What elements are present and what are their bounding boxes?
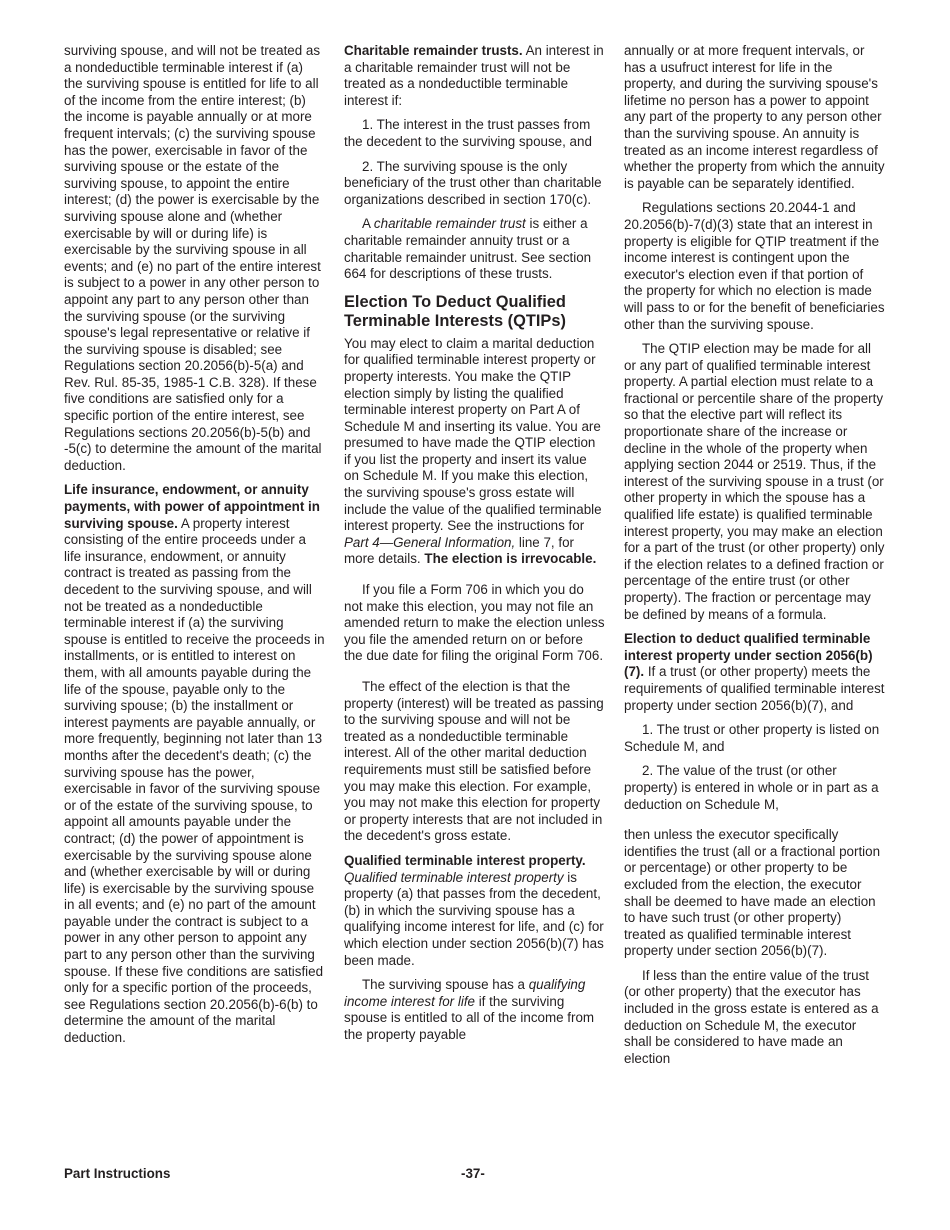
run-in-heading: Qualified terminable interest property. (344, 852, 586, 868)
paragraph: Regulations sections 20.2044-1 and 20.2056(b)-7(d)(3) state that an interest in property is eligible for QTIP treatment if the income interest is contingent upon the executor's election even if that portion of the property for which no election is made will pass to or for the benefit of beneficiaries other than the surviving spouse. (624, 200, 885, 332)
list-item: 1. The interest in the trust passes from the decedent to the surviving spouse, and (344, 117, 592, 149)
column-left (64, 43, 325, 1055)
paragraph (624, 631, 885, 714)
paragraph-text: You may elect to claim a marital deduction for qualified terminable interest property or property interests. You make the QTIP election simply by listing the qualified terminable interest property on Part A of Schedule M and inserting its value. You are presumed to have made the QTIP election if you list the property and insert its value on Schedule M. If you make this election, the surviving spouse's gross estate will include the value of the qualified terminable interest property. See the instructions for (344, 335, 602, 534)
paragraph: annually or at more frequent intervals, or has a usufruct interest for life in the property, and during the surviving spouse's lifetime no person has a power to appoint any part of the property to any person other than the surviving spouse. An annuity is treated as an income interest regardless of whether the property from which the annuity is payable can be separately identified. (624, 43, 885, 191)
page-number: -37- (461, 1166, 485, 1181)
paragraph: The effect of the election is that the property (interest) will be treated as passing to the surviving spouse and will not be treated as a nondeductible terminable interest. All of the other marital deduction requirements must still be satisfied before you may make this election. For example, you may not make this election for property or property interests that are not included in the decedent's gross estate. (344, 679, 604, 844)
run-in-heading: Election to deduct qualified terminable interest property under section 2056(b)(7). (624, 631, 873, 680)
paragraph (344, 216, 605, 282)
paragraph (344, 853, 605, 969)
paragraph: surviving spouse, and will not be treated as a nondeductible terminable interest if (a) the surviving spouse is entitled for life to all of the income from the entire interest; (b) the income is payable annually or at more frequent intervals; (c) the surviving spouse has the power, exercisable in favor of the surviving spouse or the estate of the surviving spouse, to appoint the entire interest; (d) the power is exercisable by the surviving spouse alone and (whether exercisable by will or during life) is exercisable by the surviving spouse in all events; and (e) no part of the entire interest is subject to a power in any other person to appoint any part to any person other than the surviving spouse (or the surviving spouse's legal representative or relative if the surviving spouse is disabled; see Regulations section 20.2056(b)-5(a) and Rev. Rul. 85-35, 1985-1 C.B. 328). If these five conditions are satisfied only for a specific portion of the entire interest, see Regulations sections 20.2056(b)-5(b) and -5(c) to determine the amount of the marital deduction. (64, 43, 322, 473)
cross-reference: Part 4—General Information, (344, 534, 516, 550)
run-in-heading: Life insurance, endowment, or annuity payments, with power of appointment in surviving spouse. (64, 482, 320, 531)
paragraph-text: If a trust (or other property) meets the requirements of qualified terminable interest property under section 2056(b)(7), and (624, 664, 885, 713)
defined-term: charitable remainder trust (373, 216, 526, 232)
paragraph-text: line 7, for more details. (344, 534, 574, 567)
paragraph-text: if the surviving spouse is entitled to all of the income from the property payable (344, 993, 595, 1042)
paragraph: If less than the entire value of the trust (or other property) that the executor has included in the gross estate is entered as a deduction on Schedule M, the executor shall be considered to have made an election (624, 967, 879, 1066)
run-in-heading: Charitable remainder trusts. (344, 43, 523, 58)
paragraph-text: A property interest consisting of the entire proceeds under a life insurance, endowment, or annuity contract is treated as passing from the decedent to the surviving spouse, and will not be treated as a nondeductible terminable interest if (a) the surviving spouse is entitled to receive the proceeds in installments, or is entitled to interest on them, with all amounts payable during the life of the spouse, payable only to the surviving spouse; (b) the installment or interest payments are payable annually, or more frequently, beginning not later than 13 months after the decedent's death; (c) the surviving spouse has the power, exercisable in favor of the surviving spouse or of the estate of the surviving spouse, to appoint all amounts payable under the contract; (d) the power of appointment is exercisable by the surviving spouse alone and (whether exercisable by will or during life) is exercisable by the surviving spouse in all events; and (e) no part of the amount payable under the contract is subject to a power in any other person to appoint any part to any person other than the surviving spouse. If these five conditions are satisfied only for a specific portion of the proceeds, see Regulations section 20.2056(b)-6(b) to determine the amount of the marital deduction. (64, 515, 325, 1046)
paragraph-text: An interest in a charitable remainder trust will not be treated as a nondeductible terminable interest if: (344, 43, 604, 108)
list-item: 2. The value of the trust (or other property) is entered in whole or in part as a deduction on Schedule M, (624, 763, 879, 812)
paragraph (64, 482, 325, 1046)
list-item: 2. The surviving spouse is the only beneficiary of the trust other than charitable organizations described in section 170(c). (344, 158, 602, 207)
paragraph: If you file a Form 706 in which you do not make this election, you may not file an amended return to make the election unless you file the amended return on or before the due date for filing the original Form 706. (344, 582, 605, 664)
paragraph-text: is either a charitable remainder annuity trust or a charitable remainder unitrust. See section 664 for descriptions of these trusts. (344, 216, 592, 282)
column-middle (344, 43, 605, 1051)
paragraph (344, 43, 605, 109)
list-item: 1. The trust or other property is listed on Schedule M, and (624, 722, 880, 754)
emphasis: The election is irrevocable. (424, 551, 597, 567)
paragraph: The QTIP election may be made for all or any part of qualified terminable interest property. A partial election must relate to a fractional or percentile share of the property so that the elective part will reflect its proportionate share of the increase or decline in the whole of the property when applying section 2044 or 2519. Thus, if the interest of the surviving spouse in a trust (or other property in which the spouse has a qualified life estate) is qualified terminable interest property, you may make an election for a part of the trust (or other property) only if the election relates to a defined fraction or percentage of the entire trust (or other property). The fraction or percentage may be defined by means of a formula. (624, 341, 885, 622)
defined-term: qualifying income interest for life (344, 977, 586, 1009)
column-right (624, 43, 885, 1075)
paragraph-text: The surviving spouse has a (362, 977, 529, 993)
footer-section-label: Part Instructions (64, 1166, 171, 1181)
paragraph (344, 977, 605, 1043)
paragraph-text: is property (a) that passes from the decedent, (b) in which the surviving spouse has a qualifying income interest for life, and (c) for which election under section 2056(b)(7) has been made. (344, 869, 604, 968)
paragraph-text: A (362, 216, 374, 232)
paragraph: then unless the executor specifically identifies the trust (all or a fractional portion or percentage) or other property to be excluded from the election, the executor shall be deemed to have made an election to have such trust (or other property) treated as qualified terminable interest property under section 2056(b)(7). (624, 827, 881, 959)
section-heading: Election To Deduct Qualified Terminable Interests (QTIPs) (344, 292, 566, 331)
defined-term: Qualified terminable interest property (344, 869, 564, 885)
paragraph (344, 336, 605, 568)
